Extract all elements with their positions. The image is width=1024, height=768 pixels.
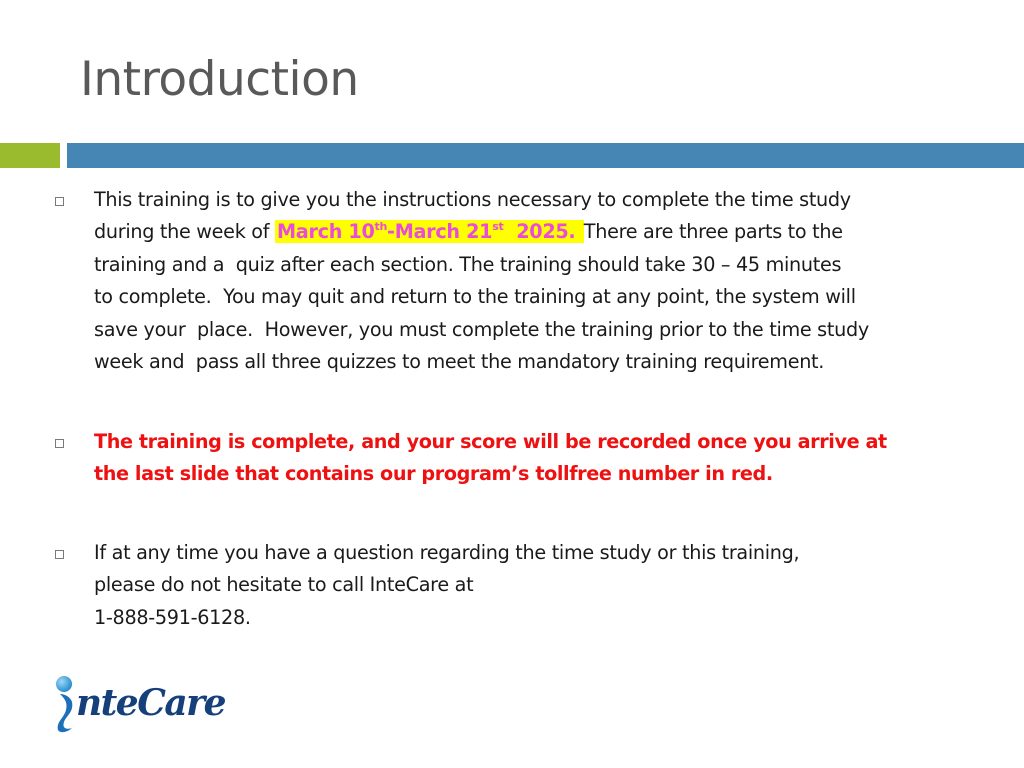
- text-line: please do not hesitate to call InteCare at: [94, 573, 474, 597]
- intecare-logo: [52, 672, 226, 742]
- logo-wordmark: nteCare: [76, 682, 226, 724]
- logo-dot-icon: [56, 676, 72, 692]
- bullet-text-important: [94, 426, 964, 491]
- bullet-text: [94, 537, 964, 634]
- text-line: the last slide that contains our program’s tollfree number in red.: [94, 462, 773, 486]
- phone-number: 1-888-591-6128.: [94, 605, 251, 629]
- superscript: st: [492, 220, 504, 234]
- highlight-text: March 10: [277, 220, 375, 244]
- bullet-text: [94, 184, 964, 378]
- text-fragment: There are three parts to the: [583, 220, 843, 244]
- text-line: If at any time you have a question regarding the time study or this training,: [94, 541, 800, 564]
- text-line: week and pass all three quizzes to meet the mandatory training requirement.: [94, 350, 825, 374]
- square-bullet-icon: [55, 439, 64, 448]
- highlight-text: 2025.: [503, 220, 582, 244]
- accent-bar-blue: [67, 143, 1024, 168]
- slide-title: Introduction: [80, 52, 359, 107]
- square-bullet-icon: [55, 550, 64, 559]
- text-line: training and a quiz after each section. The training should take 30 – 45 minutes: [94, 252, 842, 276]
- superscript: th: [374, 220, 388, 234]
- text-line: to complete. You may quit and return to the training at any point, the system will: [94, 285, 856, 309]
- text-line: [94, 216, 964, 248]
- text-line: This training is to give you the instructions necessary to complete the time study: [94, 188, 851, 211]
- text-line: The training is complete, and your score will be recorded once you arrive at: [94, 430, 887, 453]
- logo-i-icon: [52, 692, 78, 734]
- highlight-text: -March 21: [387, 220, 493, 244]
- accent-bar-green: [0, 143, 60, 168]
- date-highlight: [275, 220, 584, 243]
- text-line: save your place. However, you must complete the training prior to the time study: [94, 317, 869, 341]
- text-fragment: during the week of: [94, 220, 270, 244]
- square-bullet-icon: [55, 197, 64, 206]
